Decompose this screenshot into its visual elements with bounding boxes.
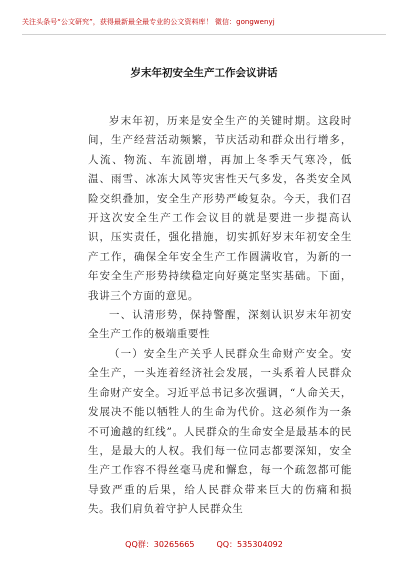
document-title: 岁末年初安全生产工作会议讲话 [130,67,278,79]
header-divider [22,34,386,35]
footer-contact [0,539,408,550]
section-heading-1: 一、认清形势，保持警醒，深刻认识岁末年初安全生产工作的极端重要性 [88,309,352,341]
footer-qq-group: QQ群：30265665 [125,540,195,549]
header-banner: 关注头条号“公文研究”，获得最新最全最专业的公文资料库！ 微信：gongwenyj [22,18,275,26]
paragraph-intro: 岁末年初，历来是安全生产的关键时期。这段时间，生产经营活动频繁，节庆活动和群众出行增多，人流、物流、车流剧增，再加上冬季天气寒冷，低温、雨雪、冰冻大风等灾害性天气多发，各类安全风险交织叠加，安全生产形势严峻复杂。今天，我们召开这次安全生产工作会议目的就是要进一步提高认识，压实责任，强化措施，切实抓好岁末年初安全生产工作，确保全年安全生产工作圆满收官，为新的一年安全生产形势持续稳定向好奠定坚实基础。下面，我讲三个方面的意见。 [88,115,352,302]
footer-qq-number: QQ：535304092 [216,540,283,549]
document-body [88,112,352,520]
paragraph-section-1-1: （一）安全生产关乎人民群众生命财产安全。安全生产，一头连着经济社会发展，一头系着人民群众生命财产安全。习近平总书记多次强调，“人命关天，发展决不能以牺牲人的生命为代价。这必须作为一条不可逾越的红线”。人民群众的生命安全是最基本的民生，是最大的人权。我们每一位同志都要深知，安全生产工作容不得丝毫马虎和懈怠，每一个疏忽都可能导致严重的后果，给人民群众带来巨大的伤痛和损失。我们肩负着守护人民群众生 [88,347,352,516]
